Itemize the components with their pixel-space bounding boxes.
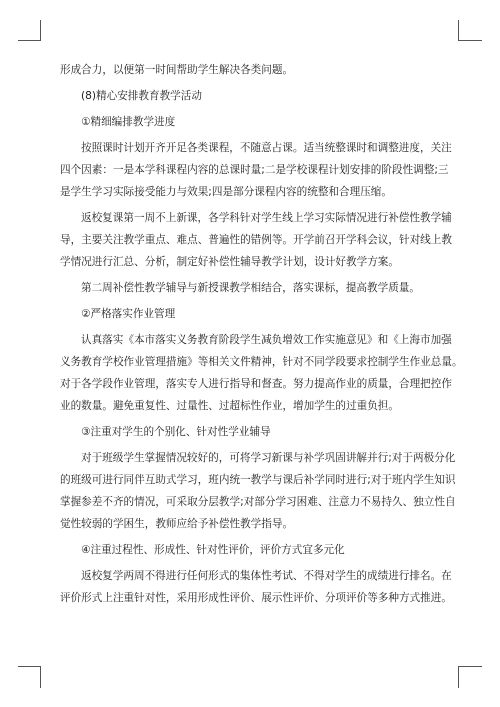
- body-paragraph: [60, 334, 463, 413]
- text-line: 学情况进行汇总、分析，制定好补偿性辅导教学计划，设计好教学方案。: [60, 256, 399, 268]
- section-heading: [60, 308, 438, 321]
- text-line: 第二周补偿性教学辅导与新授课教学相结合，落实课标，提高教学质量。: [81, 282, 420, 294]
- text-line: 导，主要关注教学重点、难点、普遍性的错例等。开学前召开学科会议，针对线上教: [60, 234, 452, 246]
- section-heading: [60, 426, 438, 439]
- section-heading: [60, 544, 438, 557]
- body-paragraph: [60, 64, 438, 77]
- text-line: 按照课时计划开齐开足各类课程，不随意占课。适当统整课时和调整进度，关注: [81, 142, 452, 154]
- text-line: ①精细编排教学进度: [81, 116, 176, 128]
- text-line: ④注重过程性、形成性、针对性评价，评价方式宜多元化: [81, 544, 345, 556]
- crop-mark-top-right-vertical: [458, 20, 459, 41]
- crop-mark-bottom-left-horizontal: [18, 666, 40, 667]
- crop-mark-bottom-right-vertical: [458, 666, 459, 688]
- text-line: 业的数量。避免重复性、过量性、过超标性作业，增加学生的过重负担。: [60, 400, 399, 412]
- text-line: 返校复学两周不得进行任何形式的集体性考试、不得对学生的成绩进行排名。在: [81, 570, 452, 582]
- text-line: 觉性较弱的学困生，教师应给予补偿性教学指导。: [60, 518, 294, 530]
- body-paragraph: [60, 282, 438, 295]
- text-line: 的班级可进行同伴互助式学习，班内统一教学与课后补学同时进行;对于班内学生知识: [60, 474, 456, 486]
- text-line: 评价形式上注重针对性，采用形成性评价、展示性评价、分项评价等多种方式推进。: [60, 592, 452, 604]
- text-line: 四个因素：一是本学科课程内容的总课时量;二是学校课程计划安排的阶段性调整;三: [60, 164, 449, 176]
- text-line: 掌握参差不齐的情况，可采取分层教学;对部分学习困难、注意力不易持久、独立性自: [60, 496, 456, 508]
- crop-mark-top-left-horizontal: [18, 40, 40, 41]
- section-heading: [60, 116, 438, 129]
- text-line: 是学生学习实际接受能力与效果;四是部分课程内容的统整和合理压缩。: [60, 186, 392, 198]
- text-line: 义务教育学校作业管理措施》等相关文件精神，针对不同学段要求控制学生作业总量。: [60, 356, 463, 368]
- body-paragraph: [60, 452, 456, 531]
- text-line: 认真落实《本市落实义务教育阶段学生减负增效工作实施意见》和《上海市加强: [81, 334, 452, 346]
- text-line: 形成合力，以便第一时间帮助学生解决各类问题。: [60, 64, 294, 76]
- text-line: ③注重对学生的个别化、针对性学业辅导: [81, 426, 271, 438]
- text-line: (8)精心安排教育教学活动: [81, 90, 202, 102]
- page-content: [60, 64, 463, 618]
- body-paragraph: [60, 570, 452, 605]
- crop-mark-top-right-horizontal: [458, 40, 482, 41]
- crop-mark-bottom-right-horizontal: [458, 666, 482, 667]
- text-line: 对于各学段作业管理，落实专人进行指导和督查。努力提高作业的质量，合理把控作: [60, 378, 452, 390]
- crop-mark-top-left-vertical: [40, 20, 41, 41]
- crop-mark-bottom-left-vertical: [40, 666, 41, 688]
- text-line: ②严格落实作业管理: [81, 308, 176, 320]
- body-paragraph: [60, 212, 452, 269]
- text-line: 对于班级学生掌握情况较好的，可将学习新课与补学巩固讲解并行;对于两极分化: [81, 452, 456, 464]
- section-heading: [60, 90, 438, 103]
- body-paragraph: [60, 142, 452, 199]
- text-line: 返校复课第一周不上新课，各学科针对学生线上学习实际情况进行补偿性教学辅: [81, 212, 452, 224]
